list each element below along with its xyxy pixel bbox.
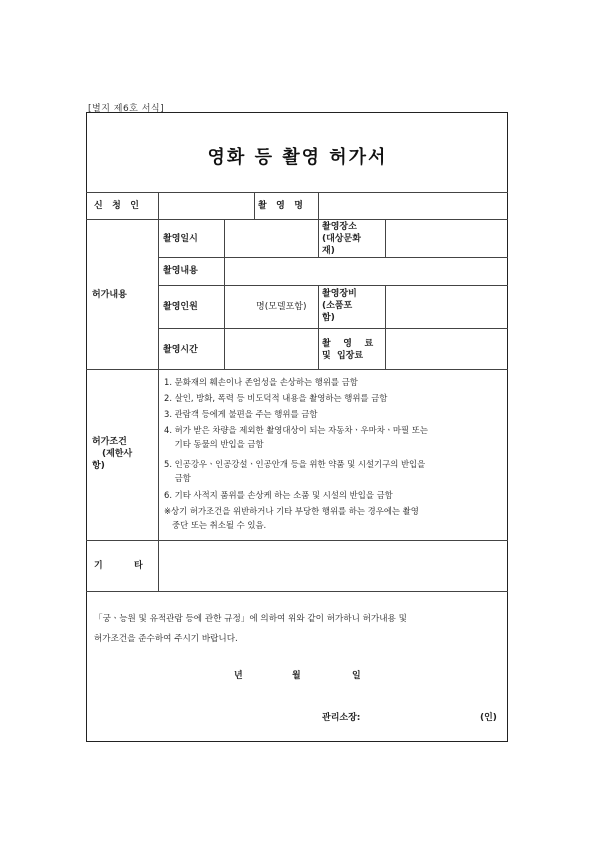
- equipment-field[interactable]: [387, 287, 506, 327]
- divider: [86, 369, 508, 370]
- divider: [86, 219, 508, 220]
- content-label: 촬영내용: [163, 266, 198, 276]
- applicant-label: 신 청 인: [94, 201, 139, 211]
- film-title-field[interactable]: [320, 194, 506, 218]
- time-label: 촬영시간: [163, 345, 198, 355]
- condition-notice: ※상기 허가조건을 위반하거나 기타 부당한 행위를 하는 경우에는 촬영: [164, 506, 419, 516]
- film-title-label: 촬 영 명: [258, 201, 303, 211]
- etc-label: 기 타: [94, 561, 143, 571]
- divider: [158, 328, 508, 329]
- date-day: 일: [352, 671, 361, 681]
- form-number: [별지 제6호 서식]: [88, 104, 165, 114]
- condition-item: 6. 기타 사적지 품위를 손상케 하는 소품 및 시설의 반입을 금함: [164, 490, 393, 500]
- divider: [158, 192, 159, 591]
- personnel-field[interactable]: [226, 287, 254, 327]
- condition-item: 기타 동물의 반입을 금함: [164, 439, 264, 449]
- location-label-line2: (대상문화: [322, 234, 361, 244]
- condition-item: 3. 관람객 등에게 불편을 주는 행위를 금함: [164, 409, 318, 419]
- conditions-label-line3: 항): [92, 461, 105, 471]
- divider: [86, 192, 508, 193]
- divider: [158, 257, 508, 258]
- condition-item: 5. 인공강우ㆍ인공강설ㆍ인공안개 등을 위한 약품 및 시설기구의 반입을: [164, 459, 426, 469]
- divider: [86, 540, 508, 541]
- divider: [254, 192, 255, 219]
- page-title: 영화 등 촬영 허가서: [207, 147, 388, 168]
- location-label-line1: 촬영장소: [322, 222, 357, 232]
- statement-line1: 「궁ㆍ능원 및 유적관람 등에 관한 규정」에 의하여 위와 같이 허가하니 허가내용 및: [94, 614, 407, 624]
- equipment-label-line1: 촬영장비: [322, 289, 357, 299]
- divider: [158, 285, 508, 286]
- seal-mark: (인): [480, 713, 497, 723]
- divider: [224, 219, 225, 369]
- divider: [385, 285, 386, 369]
- fee-field[interactable]: [387, 330, 506, 368]
- time-field[interactable]: [226, 330, 316, 368]
- condition-item: 금함: [164, 473, 191, 483]
- location-field[interactable]: [387, 221, 506, 256]
- location-label-line3: 재): [322, 246, 335, 256]
- fee-label-line2: 및 입장료: [322, 351, 364, 361]
- divider: [86, 591, 508, 592]
- etc-field[interactable]: [160, 542, 506, 590]
- date-field[interactable]: [226, 221, 316, 256]
- condition-item: 4. 허가 받은 차량을 제외한 촬영대상이 되는 자동차ㆍ우마차ㆍ마필 또는: [164, 425, 428, 435]
- fee-label-line1: 촬 영 료: [322, 339, 374, 349]
- date-month: 월: [292, 671, 301, 681]
- date-label: 촬영일시: [163, 234, 198, 244]
- conditions-label-line1: 허가조건: [92, 437, 127, 447]
- condition-item: 1. 문화재의 훼손이나 존엄성을 손상하는 행위를 금함: [164, 377, 358, 387]
- divider: [318, 192, 319, 219]
- statement-line2: 허가조건을 준수하여 주시기 바랍니다.: [94, 634, 238, 644]
- condition-notice: 중단 또는 취소될 수 있음.: [164, 520, 267, 530]
- content-field[interactable]: [226, 259, 506, 284]
- personnel-unit: 명(모델포함): [256, 302, 307, 312]
- divider: [318, 219, 319, 257]
- conditions-label-line2: (제한사: [102, 449, 133, 459]
- condition-item: 2. 살인, 방화, 폭력 등 비도덕적 내용을 촬영하는 행위를 금함: [164, 393, 388, 403]
- equipment-label-line3: 함): [322, 313, 335, 323]
- divider: [318, 285, 319, 369]
- permit-section-label: 허가내용: [92, 290, 127, 300]
- manager-label: 관리소장:: [322, 713, 361, 723]
- divider: [385, 219, 386, 257]
- manager-name-field[interactable]: [370, 708, 475, 726]
- equipment-label-line2: (소품포: [322, 301, 353, 311]
- applicant-field[interactable]: [160, 194, 252, 218]
- date-year: 년: [234, 671, 243, 681]
- personnel-label: 촬영인원: [163, 302, 198, 312]
